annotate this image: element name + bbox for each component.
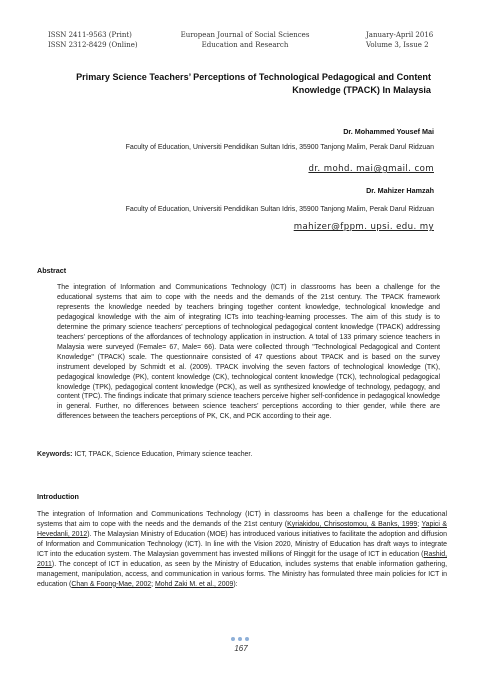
author-2-email[interactable]: mahizer@fppm. upsi. edu. my bbox=[293, 222, 434, 232]
citation-link[interactable]: Kyriakidou, Chrisostomou, & Banks, 1999 bbox=[287, 520, 418, 528]
intro-text-part: ). The Malaysian Ministry of Education (MOE) has introduced various initiatives to facilitate the adoption and diffusion of Information and Communication Technology (ICT). In line with the Vision 2020, Ministry of Education has draft ways to integrate ICT into the education system. The Malaysian government has invested millions of Ringgit for the usage of ICT in education ( bbox=[37, 530, 447, 558]
citation-link[interactable]: Yapici & Hevedanli, 2012 bbox=[37, 520, 447, 538]
issn-print: ISSN 2411-9563 (Print) bbox=[48, 31, 132, 39]
footer-ornament-dots bbox=[231, 637, 249, 641]
author-2-affiliation: Faculty of Education, Universiti Pendidikan Sultan Idris, 35900 Tanjong Malim, Perak Darul Ridzuan bbox=[125, 206, 434, 213]
introduction-text bbox=[37, 510, 447, 590]
issue-date: January-April 2016 bbox=[366, 31, 434, 39]
ornament-dot bbox=[238, 637, 242, 641]
page-number: 167 bbox=[234, 644, 248, 653]
intro-text-part: ; bbox=[417, 520, 422, 528]
journal-name-block bbox=[180, 31, 310, 50]
paper-title-line2: Knowledge (TPACK) In Malaysia bbox=[292, 84, 431, 95]
author-1-name: Dr. Mohammed Yousef Mai bbox=[343, 127, 434, 136]
ornament-dot bbox=[231, 637, 235, 641]
issn-online: ISSN 2312-8429 (Online) bbox=[48, 40, 138, 49]
issue-volume: Volume 3, Issue 2 bbox=[366, 40, 429, 49]
journal-name-line1: European Journal of Social Sciences bbox=[180, 31, 310, 39]
keywords-label: Keywords: bbox=[37, 451, 73, 458]
intro-text-part: ; bbox=[151, 580, 156, 588]
author-2-name: Dr. Mahizer Hamzah bbox=[366, 186, 434, 195]
journal-issue-block bbox=[366, 31, 433, 50]
citation-link[interactable]: Rashid, 2011 bbox=[37, 550, 447, 568]
abstract-heading: Abstract bbox=[37, 266, 67, 275]
author-1-affiliation: Faculty of Education, Universiti Pendidikan Sultan Idris, 35900 Tanjong Malim, Perak Darul Ridzuan bbox=[125, 144, 434, 151]
paper-title bbox=[60, 71, 431, 96]
abstract-text: The integration of Information and Communications Technology (ICT) in classrooms has been a challenge for the educational systems that aim to cope with the needs and the demands of the 21st century. The TPACK framework represents the knowledge needed by teachers bringing together content knowledge, technological knowledge and pedagogical knowledge with the aim of integrating ICTs into teaching-learning processes. The aim of this study is to determine the primary science teachers’ perceptions of technological pedagogical content knowledge (TPACK) addressing teachers’ perceptions of the affordances of technology application in instruction. A total of 133 primary science teachers in Malaysia were surveyed (Female= 67, Male= 66). Data were collected through "Technological Pedagogical and Content Knowledge" (TPACK) scale. The questionnaire consisted of 47 questions about TPACK and is based on the survey instrument developed by Schmidt et al. (2009). TPACK involving the seven factors of technological knowledge (TK), pedagogical knowledge (PK), content knowledge (CK), technological content knowledge (TCK), technological pedagogical knowledge (TPK), pedagogical content knowledge (PCK), as well as synthesized knowledge of technology, pedagogy, and content (TPC). The findings indicate that primary science teachers perceive higher self-confidence in pedagogical knowledge in general. Further, no differences between science teachers’ perceptions according to thier gender, while there are differences between the teachers perceptions of PK, CK, and PCK according to their age. bbox=[57, 284, 440, 421]
citation-link[interactable]: Mohd Zaki M. et al., 2009 bbox=[155, 580, 234, 588]
intro-text-part: ). The concept of ICT in education, as seen by the Ministry of Education, includes systems that enable information gathering, management, manipulation, access, and communication in various forms. The Ministry has formulated three main policies for ICT in education ( bbox=[37, 560, 447, 588]
citation-link[interactable]: Chan & Foong-Mae, 2002 bbox=[71, 580, 152, 588]
keywords-text: ICT, TPACK, Science Education, Primary science teacher. bbox=[72, 451, 253, 458]
intro-text-part: The integration of Information and Communications Technology (ICT) in classrooms has been a challenge for the educational systems that aim to cope with the needs and the demands of the 21st century ( bbox=[37, 511, 447, 528]
intro-text-part: ): bbox=[233, 580, 238, 588]
keywords-line bbox=[37, 450, 447, 460]
paper-title-line1: Primary Science Teachers’ Perceptions of Technological Pedagogical and Content bbox=[76, 72, 431, 82]
ornament-dot bbox=[245, 637, 249, 641]
author-1-email[interactable]: dr. mohd. mai@gmail. com bbox=[308, 164, 434, 174]
introduction-heading: Introduction bbox=[37, 492, 79, 501]
journal-name-line2: Education and Research bbox=[201, 40, 289, 49]
journal-issn-block bbox=[48, 31, 138, 50]
